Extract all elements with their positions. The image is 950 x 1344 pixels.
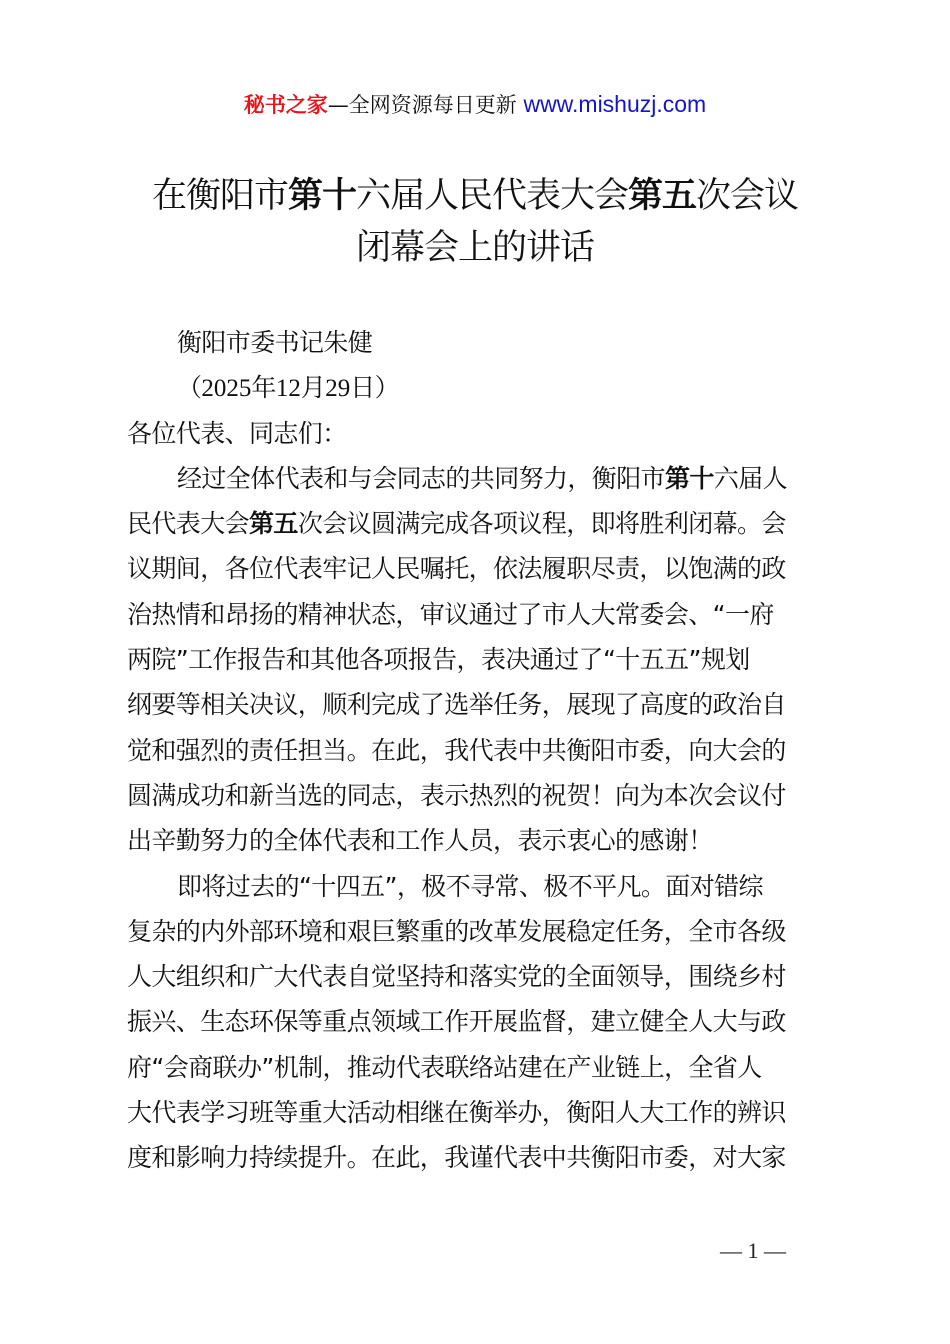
text-run: 次会议圆满完成各项议程，即将胜利闭幕。会 xyxy=(297,509,786,539)
month-unit: 月 xyxy=(300,373,326,403)
text-line xyxy=(127,456,847,501)
text-run: 治热情和昂扬的精神状态，审议通过了市人大常委会、“一府 xyxy=(127,599,774,629)
text-line xyxy=(127,546,847,591)
day-unit: 日 xyxy=(350,373,375,403)
date-month: 12 xyxy=(275,375,301,403)
text-run: 纲要等相关决议，顺利完成了选举任务，展现了高度的政治自 xyxy=(127,690,786,720)
dash-left: — xyxy=(720,1238,742,1263)
text-run: 经过全体代表和与会同志的共同努力，衡阳市 xyxy=(177,463,666,493)
byline-author: 衡阳市委书记朱健 xyxy=(177,328,373,357)
text-line xyxy=(127,728,847,773)
paragraph xyxy=(127,864,847,1181)
document-title xyxy=(0,170,950,274)
paragraph xyxy=(127,456,847,864)
text-run: 大代表学习班等重大活动相继在衡举办，衡阳人大工作的辨识 xyxy=(127,1098,786,1128)
site-url-link[interactable]: www.mishuzj.com xyxy=(523,91,707,117)
text-line xyxy=(127,999,847,1044)
bold-text: 第五 xyxy=(249,509,298,539)
byline-date xyxy=(127,365,847,410)
text-line xyxy=(127,818,847,863)
title-line-1 xyxy=(0,170,950,222)
document-body xyxy=(127,320,847,1181)
text-run: 六届人 xyxy=(713,463,788,493)
title-segment: 六届人民代表大会 xyxy=(355,176,628,216)
year-unit: 年 xyxy=(251,373,276,403)
page-number-footer xyxy=(720,1238,786,1264)
paragraphs xyxy=(127,456,847,1181)
paren-open: （ xyxy=(177,373,202,403)
title-bold-segment: 第十 xyxy=(287,176,356,216)
date-day: 29 xyxy=(325,375,351,403)
brand-name: 秘书之家 xyxy=(243,93,328,117)
text-line xyxy=(127,682,847,727)
text-line xyxy=(127,954,847,999)
site-watermark-header xyxy=(0,88,950,121)
text-line xyxy=(127,1090,847,1135)
paren-close: ） xyxy=(374,373,400,403)
dash-right: — xyxy=(764,1238,786,1263)
text-line xyxy=(127,1045,847,1090)
bold-text: 第十 xyxy=(665,463,714,493)
title-segment: 次会议 xyxy=(696,176,799,216)
page-number: 1 xyxy=(747,1238,759,1263)
text-line xyxy=(127,637,847,682)
text-run: 圆满成功和新当选的同志，表示热烈的祝贺！向为本次会议付 xyxy=(127,780,786,810)
text-run: 振兴、生态环保等重点领域工作开展监督，建立健全人大与政 xyxy=(127,1007,786,1037)
text-line xyxy=(127,1135,847,1180)
text-run: 度和影响力持续提升。在此，我谨代表中共衡阳市委，对大家 xyxy=(127,1143,786,1173)
date-year: 2025 xyxy=(201,375,252,403)
text-run: 出辛勤努力的全体代表和工作人员，表示衷心的感谢！ xyxy=(127,826,713,856)
text-run: 觉和强烈的责任担当。在此，我代表中共衡阳市委，向大会的 xyxy=(127,735,786,765)
text-run: 人大组织和广大代表自觉坚持和落实党的全面领导，围绕乡村 xyxy=(127,962,786,992)
text-line xyxy=(127,864,847,909)
title-line-2: 闭幕会上的讲话 xyxy=(355,228,594,268)
text-line xyxy=(127,501,847,546)
text-run: 复杂的内外部环境和艰巨繁重的改革发展稳定任务，全市各级 xyxy=(127,916,786,946)
text-line xyxy=(127,909,847,954)
text-run: 议期间，各位代表牢记人民嘱托，依法履职尽责，以饱满的政 xyxy=(127,554,786,584)
text-run: 两院”工作报告和其他各项报告，表决通过了“十五五”规划 xyxy=(127,645,750,675)
text-line xyxy=(127,773,847,818)
title-bold-segment: 第五 xyxy=(628,176,697,216)
title-segment: 在衡阳市 xyxy=(151,176,288,216)
text-line xyxy=(127,592,847,637)
text-run: 府“会商联办”机制，推动代表联络站建在产业链上，全省人 xyxy=(127,1052,762,1082)
salutation: 各位代表、同志们： xyxy=(127,418,347,448)
text-run: 即将过去的“十四五”，极不寻常、极不平凡。面对错综 xyxy=(177,871,763,901)
slogan: —全网资源每日更新 xyxy=(327,93,517,117)
text-run: 民代表大会 xyxy=(127,509,250,539)
